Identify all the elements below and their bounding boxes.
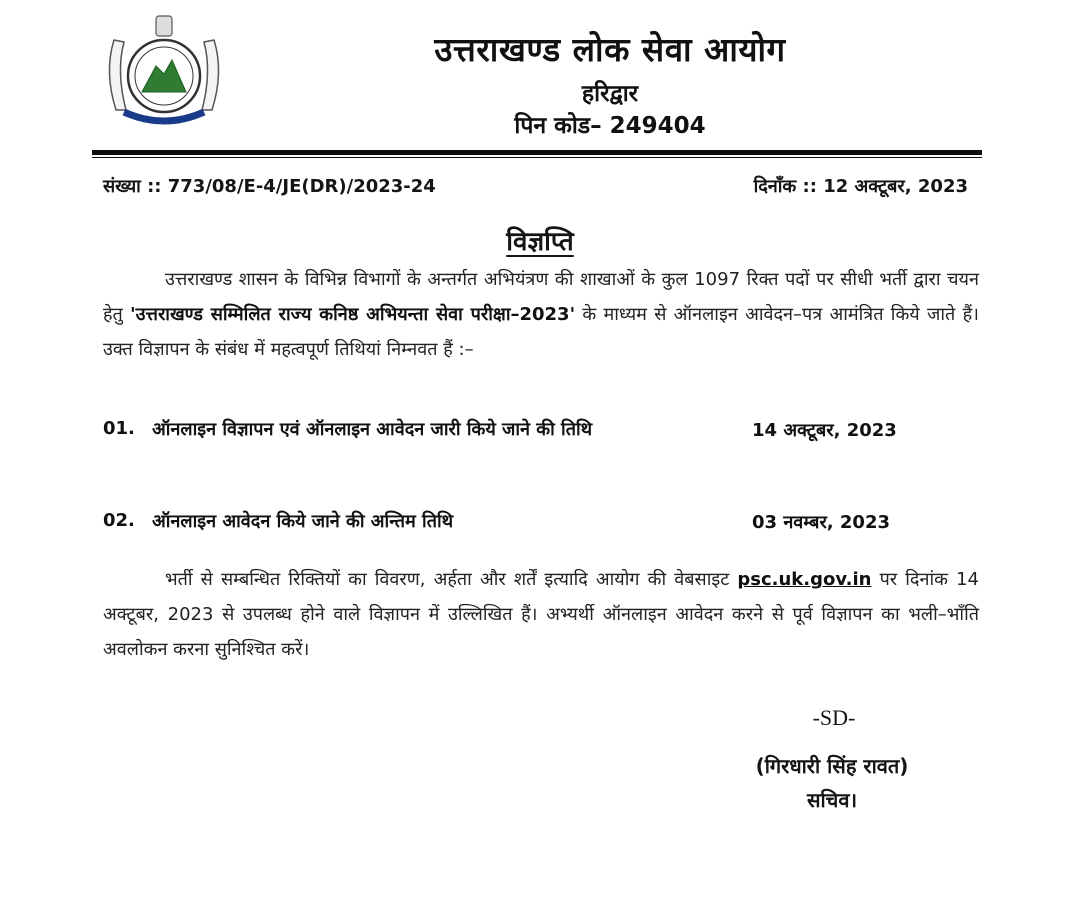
intro-text-1: उत्तराखण्ड शासन के विभिन्न विभागों के अन्तर्गत अभियंत्रण की शाखाओं के कुल 1097 रिक्त पदों पर सीधी भर्ती द्वारा चयन हेतु xyxy=(103,269,979,325)
intro-text-2: के माध्यम से ऑनलाइन आवेदन–पत्र आमंत्रित किये जाते हैं। उक्त विज्ञापन के संबंध में महत्वपूर्ण तिथियां निम्नवत हैं :– xyxy=(103,304,979,360)
header-divider xyxy=(92,150,982,155)
date-item-number: 01. xyxy=(103,418,135,439)
date-item-date: 03 नवम्बर, 2023 xyxy=(752,512,891,533)
date-label: दिनाँक :: xyxy=(753,176,817,197)
exam-name: 'उत्तराखण्ड सम्मिलित राज्य कनिष्ठ अभियन्ता सेवा परीक्षा–2023' xyxy=(130,304,576,325)
date-item-number: 02. xyxy=(103,510,135,531)
organization-name: उत्तराखण्ड लोक सेवा आयोग xyxy=(434,30,786,69)
notice-date xyxy=(754,174,968,198)
commission-logo xyxy=(100,12,228,134)
date-value: 12 अक्टूबर, 2023 xyxy=(823,176,968,197)
date-item-text: ऑनलाइन विज्ञापन एवं ऑनलाइन आवेदन जारी किये जाने की तिथि xyxy=(152,419,593,440)
signatory-name: (गिरधारी सिंह रावत) xyxy=(755,754,909,778)
website-link[interactable]: psc.uk.gov.in xyxy=(737,569,872,590)
reference-label: संख्या :: xyxy=(103,176,162,197)
emblem-icon xyxy=(100,12,228,134)
pin-label: पिन कोड– xyxy=(514,113,602,139)
date-item-text: ऑनलाइन आवेदन किये जाने की अन्तिम तिथि xyxy=(152,511,454,532)
signed-mark: -SD- xyxy=(812,705,856,730)
organization-city: हरिद्वार xyxy=(581,81,639,107)
reference-number xyxy=(103,174,436,198)
date-item-date: 14 अक्टूबर, 2023 xyxy=(752,420,897,441)
pin-code-line xyxy=(300,108,920,140)
reference-value: 773/08/E-4/JE(DR)/2023-24 xyxy=(167,176,436,197)
details-text-1: भर्ती से सम्बन्धित रिक्तियों का विवरण, अर्हता और शर्तें इत्यादि आयोग की वेबसाइट xyxy=(165,569,730,590)
header-divider-thin xyxy=(92,157,982,158)
details-text-2: पर दिनांक 14 अक्टूबर, 2023 से उपलब्ध होने वाले विज्ञापन में उल्लिखित हैं। अभ्यर्थी ऑनलाइन आवेदन करने से पूर्व विज्ञापन का भली–भाँति अवलोकन करना सुनिश्चित करें। xyxy=(103,569,979,660)
signatory-designation: सचिव। xyxy=(806,788,858,812)
details-paragraph xyxy=(103,562,979,667)
pin-code: 249404 xyxy=(609,113,706,139)
intro-paragraph xyxy=(103,262,979,367)
notice-title xyxy=(0,222,1080,258)
notice-title-text: विज्ञप्ति xyxy=(506,227,574,257)
